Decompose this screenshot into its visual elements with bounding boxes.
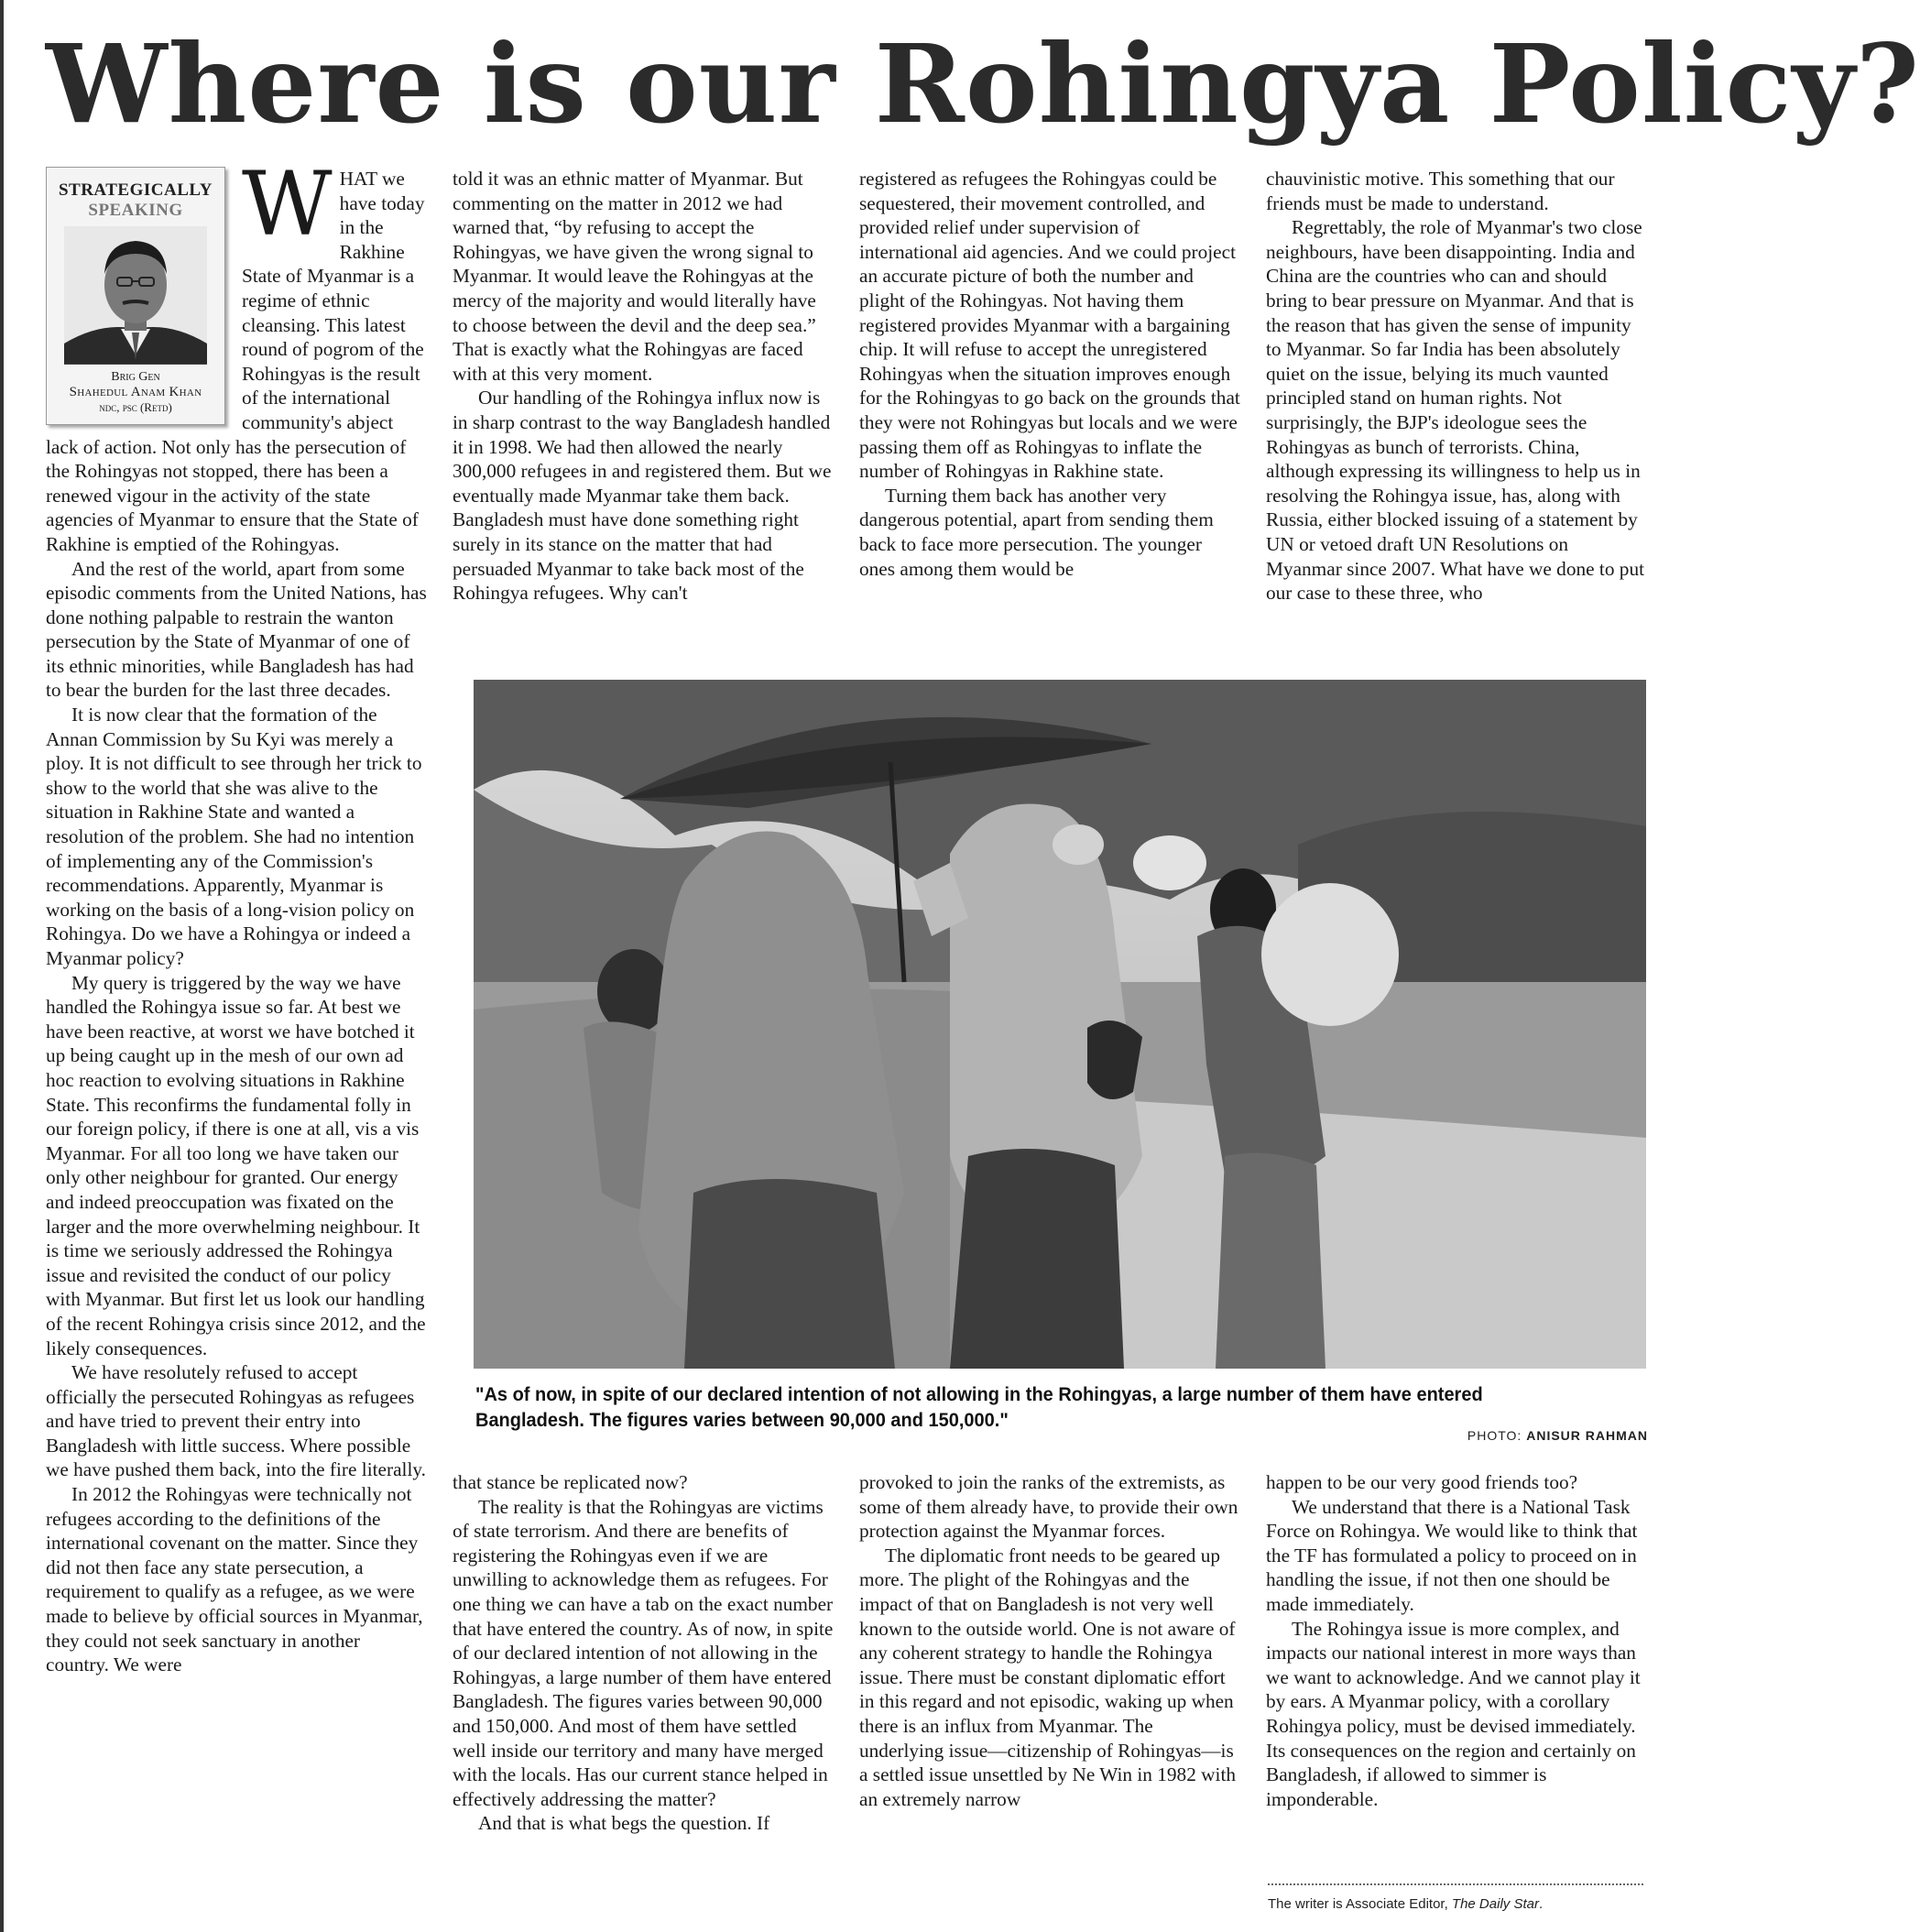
paragraph: registered as refugees the Rohingyas could be sequestered, their movement controlled, and provided relief under supervision of international aid agencies. And we could project an accurate picture of both the number and plight of the Rohingyas. Not having them registered provides Myanmar with a bargaining chip. It will refuse to accept the unregistered Rohingyas when the situation improves enough for the Rohingyas to go back on the grounds that they were not Rohingyas but locals and we were passing them off as Rohingyas to inflate the number of Rohingyas in Rakhine state. [859,168,1240,483]
paragraph: told it was an ethnic matter of Myanmar. But commenting on the matter in 2012 we had warned that, “by refusing to accept the Rohingyas, we have given the wrong signal to Myanmar. It would leave the Rohingyas at the mercy of the majority and would literally have to choose between the devil and the deep sea.” That is exactly what the Rohingyas are faced with at this very moment. [453,168,816,385]
photo-credit-label: PHOTO: [1467,1428,1527,1443]
paragraph: And the rest of the world, apart from some episodic comments from the United Nations, has done nothing palpable to restrain the wanton persecution by the State of Myanmar of one of its ethnic minorities, while Bangladesh has had to bear the burden for the last three decades. [46,557,427,702]
paragraph: that stance be replicated now? [453,1471,688,1493]
article-column-3-bottom [859,1470,1240,1811]
article-column-4-top [1266,167,1647,606]
paragraph: And that is what begs the question. If [478,1812,770,1835]
photo-caption: "As of now, in spite of our declared intention of not allowing in the Rohingyas, a large number of them have entered Bangladesh. The figures varies between 90,000 and 150,000." [475,1383,1483,1431]
article-column-3-top [859,167,1240,581]
drop-cap: W [242,153,333,256]
paragraph: The reality is that the Rohingyas are victims of state terrorism. And there are benefits of registering the Rohingyas even if we are unwilling to acknowledge them as refugees. For one thing we can have a tab on the exact number that have entered the country. As of now, in spite of our declared intention of not allowing in the Rohingyas, a large number of them have entered Bangladesh. The figures varies between 90,000 and 150,000. And most of them have settled well inside our territory and many have merged with the locals. Has our current stance helped in effectively addressing the matter? [453,1495,834,1810]
paragraph: The diplomatic front needs to be geared up more. The plight of the Rohingyas and the impact of that on Bangladesh is not very well known to the outside world. One is not aware of any coherent strategy to handle the Rohingya issue. There must be constant diplomatic effort in this regard and not episodic, waking up when there is an influx from Myanmar. The underlying issue—citizenship of Rohingyas—is a settled issue unsettled by Ne Win in 1982 with an extremely narrow [859,1544,1237,1810]
paragraph: Our handling of the Rohingya influx now is in sharp contrast to the way Bangladesh handled it in 1998. We had then allowed the nearly 300,000 refugees in and registered them. But we eventually made Myanmar take them back. Bangladesh must have done something right surely in its stance on the matter that had persuaded Myanmar to take back most of the Rohingya refugees. Why can't [453,387,832,605]
article-column-4-bottom [1266,1470,1647,1811]
author-portrait [64,226,207,365]
author-note [1268,1896,1543,1912]
footnote-divider [1268,1883,1643,1885]
author-credentials: ndc, psc (Retd) [99,400,172,414]
paragraph: Regrettably, the role of Myanmar's two close neighbours, have been disappointing. India and China are the countries who can and should bring to bear pressure on Myanmar. And that is the reason that has given the sense of impunity to Myanmar. So far India has been absolutely quiet on the issue, belying its much vaunted principled stand on human rights. Not surprisingly, the BJP's ideologue sees the Rohingyas as bunch of terrorists. China, although expressing its willingness to help us in resolving the Rohingya issue, has, along with Russia, either blocked issuing of a statement by UN or vetoed draft UN Resolutions on Myanmar since 2007. What have we done to put our case to these three, who [1266,216,1645,605]
publication-name: The Daily Star [1451,1896,1539,1912]
paragraph: provoked to join the ranks of the extremists, as some of them already have, to provide their own protection against the Myanmar forces. [859,1471,1238,1543]
column-kicker: STRATEGICALLY [58,180,213,200]
article-column-2-bottom [453,1470,834,1836]
page-edge-rule [0,0,4,1932]
byline-box [46,167,225,425]
column-kicker-sub: SPEAKING [88,201,183,220]
paragraph: HAT we have today in the Rakhine State of Myanmar is a regime of ethnic cleansing. This latest round of pogrom of the Rohingyas is the result of the international community's abject lack of action. Not only has the persecution of the Rohingyas not stopped, there has been a renewed vigour in the activity of the state agencies of Myanmar to ensure that the State of Rakhine is emptied of the Rohingyas. [46,168,425,555]
photo-credit-name: ANISUR RAHMAN [1526,1428,1648,1443]
paragraph: It is now clear that the formation of the Annan Commission by Su Kyi was merely a ploy. It is not difficult to see through her trick to show to the world that she was alive to the situation in Rakhine State and wanted a resolution of the problem. She had no intention of implementing any of the Commission's recommendations. Apparently, Myanmar is working on the basis of a long-vision policy on Rohingya. Do we have a Rohingya or indeed a Myanmar policy? [46,704,422,969]
news-photo [474,680,1646,1369]
paragraph: In 2012 the Rohingyas were technically not refugees according to the definitions of the international covenant on the matter. Since they did not then face any state persecution, a requirement to qualify as a refugee, as we were made to believe by official sources in Myanmar, they could not seek sanctuary in another country. We were [46,1483,423,1676]
headline: Where is our Rohingya Policy? [46,20,1920,147]
paragraph: My query is triggered by the way we have handled the Rohingya issue so far. At best we have been reactive, at worst we have botched it up being caught up in the mesh of our own ad hoc reaction to evolving situations in Rakhine State. This reconfirms the fundamental folly in our foreign policy, if there is one at all, vis a vis Myanmar. For all too long we have taken our only other neighbour for granted. Our energy and indeed preoccupation was fixated on the larger and the more overwhelming neighbour. It is time we seriously addressed the Rohingya issue and revisited the conduct of our policy with Myanmar. But first let us look our handling of the recent Rohingya crisis since 2012, and the likely consequences. [46,971,426,1359]
paragraph: The Rohingya issue is more complex, and impacts our national interest in more ways than we want to acknowledge. And we cannot play it by ears. A Myanmar policy, with a corollary Rohingya policy, must be devised immediately. Its consequences on the region and certainly on Bangladesh, if allowed to simmer is imponderable. [1266,1617,1641,1810]
paragraph: chauvinistic motive. This something that our friends must be made to understand. [1266,168,1615,214]
paragraph: happen to be our very good friends too? [1266,1471,1578,1493]
author-note-end: . [1538,1896,1544,1912]
author-note-text: The writer is Associate Editor, [1268,1896,1452,1912]
author-rank: Brig Gen [111,370,160,384]
paragraph: We have resolutely refused to accept officially the persecuted Rohingyas as refugees and have tried to prevent their entry into Bangladesh with little success. Where possible we have pushed them back, into the fire literally. [46,1361,426,1481]
paragraph: We understand that there is a National Task Force on Rohingya. We would like to think that the TF has formulated a policy to proceed on in handling the issue, if not then one should be made immediately. [1266,1495,1638,1615]
author-name: Shahedul Anam Khan [69,385,202,399]
article-column-2-top [453,167,834,606]
paragraph: Turning them back has another very dangerous potential, apart from sending them back to face more persecution. The younger ones among them would be [859,484,1214,580]
article-column-1 [46,153,427,1677]
photo-credit [1467,1428,1648,1443]
